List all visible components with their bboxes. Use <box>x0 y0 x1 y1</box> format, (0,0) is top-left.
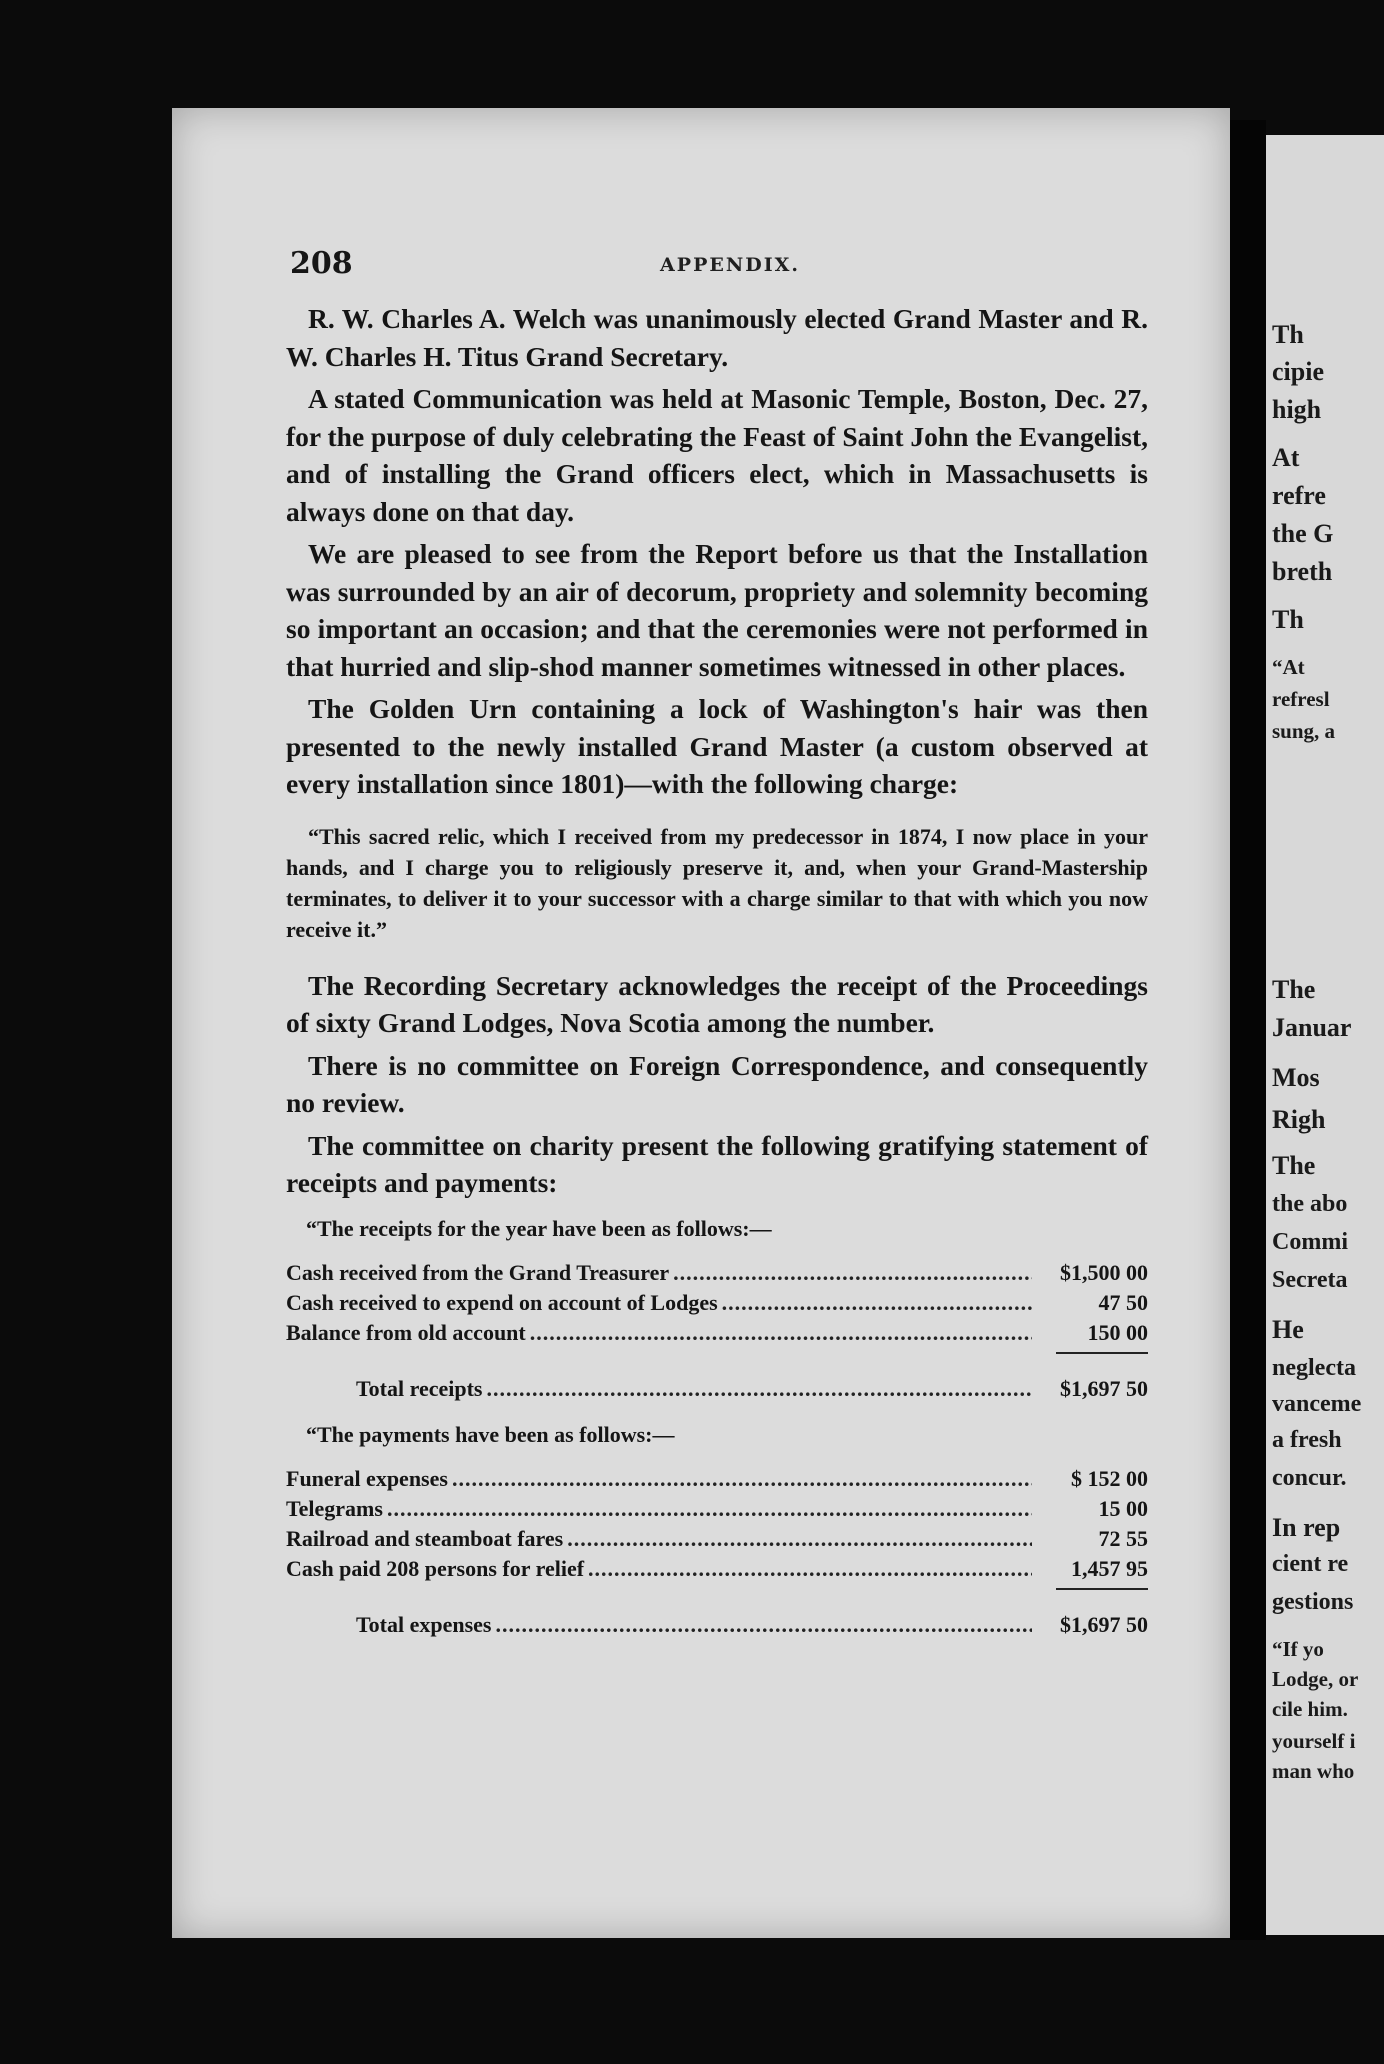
facing-page-text-fragment: man who <box>1272 1759 1355 1783</box>
paragraph: The committee on charity present the following gratifying statement of receipts and payments: <box>286 1129 1148 1198</box>
dot-leader <box>530 1318 1032 1348</box>
receipt-amount: $1,500 00 <box>1060 1259 1148 1285</box>
paragraph: The Recording Secretary acknowledges the receipt of the Proceedings of sixty Grand Lodges, Nova Scotia among the number. <box>286 969 1148 1038</box>
facing-page-text-fragment: yourself i <box>1272 1729 1356 1753</box>
facing-page-text-fragment: “At <box>1272 655 1305 679</box>
payment-label: Funeral expenses <box>286 1465 448 1491</box>
dot-leader <box>495 1610 1032 1640</box>
facing-page-text-fragment: The <box>1272 975 1316 1004</box>
facing-page-text-fragment: At <box>1272 443 1300 472</box>
page-header <box>290 246 1170 286</box>
payments-total-row <box>286 1610 1148 1640</box>
paragraph: There is no committee on Foreign Correspondence, and consequently no review. <box>286 1049 1148 1118</box>
payment-row <box>286 1494 1148 1524</box>
dot-leader <box>722 1288 1032 1318</box>
receipt-row <box>286 1258 1148 1288</box>
facing-page-text-fragment: Januar <box>1272 1013 1352 1042</box>
facing-page-text-fragment: cipie <box>1272 357 1324 386</box>
receipt-label: Balance from old account <box>286 1319 526 1345</box>
receipts-total-row <box>286 1374 1148 1404</box>
facing-page-text-fragment: cient re <box>1272 1551 1349 1577</box>
receipts-heading: “The receipts for the year have been as follows:— <box>306 1215 772 1241</box>
facing-page-text-fragment: high <box>1272 395 1322 424</box>
total-amount: $1,697 50 <box>1060 1375 1148 1401</box>
payment-label: Cash paid 208 persons for relief <box>286 1555 585 1581</box>
running-head: APPENDIX. <box>660 254 800 276</box>
facing-page-text-fragment: Mos <box>1272 1063 1320 1092</box>
payment-label: Telegrams <box>286 1495 383 1521</box>
quote-text: “This sacred relic, which I received from my predecessor in 1874, I now place in your hands, and I charge you to religiously preserve it, and, when your Grand-Mastership terminates, to deliver it to your successor with a charge similar to that with which you now receive it.” <box>286 823 1148 942</box>
payment-amount: 72 55 <box>1098 1525 1148 1551</box>
facing-page-text-fragment: the G <box>1272 519 1334 548</box>
facing-page-text-fragment: refresl <box>1272 687 1330 711</box>
total-label: Total receipts <box>356 1375 483 1401</box>
facing-page-text-fragment: breth <box>1272 557 1333 586</box>
dot-leader <box>567 1524 1032 1554</box>
facing-page-text-fragment: the abo <box>1272 1191 1348 1217</box>
payment-amount: $ 152 00 <box>1071 1465 1148 1491</box>
page-body <box>286 300 1148 1656</box>
payment-row <box>286 1554 1148 1584</box>
facing-page-text-fragment: vanceme <box>1272 1391 1362 1417</box>
facing-page-text-fragment: In rep <box>1272 1513 1341 1542</box>
paragraph: The Golden Urn containing a lock of Washington's hair was then presented to the newly installed Grand Master (a custom observed at every installation since 1801)—with the following charge: <box>286 693 1148 799</box>
payment-row <box>286 1524 1148 1554</box>
total-label: Total expenses <box>356 1611 492 1637</box>
receipt-label: Cash received from the Grand Treasurer <box>286 1259 670 1285</box>
sum-rule <box>1056 1588 1148 1590</box>
dot-leader <box>487 1374 1033 1404</box>
receipt-amount: 47 50 <box>1098 1289 1148 1315</box>
facing-page-text-fragment: gestions <box>1272 1589 1354 1615</box>
facing-page-text-fragment: Commi <box>1272 1229 1348 1255</box>
facing-page-text-fragment: Th <box>1272 320 1304 349</box>
paragraph: A stated Communication was held at Masonic Temple, Boston, Dec. 27, for the purpose of duly celebrating the Feast of Saint John the Evangelist, and of installing the Grand officers elect, which in Massachusetts is always done on that day. <box>286 383 1148 527</box>
facing-page-text-fragment: Secreta <box>1272 1267 1348 1293</box>
facing-page-text-fragment: The <box>1272 1151 1316 1180</box>
receipt-label: Cash received to expend on account of Lodges <box>286 1289 718 1315</box>
facing-page-text-fragment: Righ <box>1272 1105 1326 1134</box>
receipt-amount: 150 00 <box>1087 1319 1148 1345</box>
block-quote <box>286 821 1148 945</box>
total-amount: $1,697 50 <box>1060 1611 1148 1637</box>
payment-amount: 15 00 <box>1098 1495 1148 1521</box>
charity-statement <box>286 1214 1148 1640</box>
dot-leader <box>452 1464 1032 1494</box>
facing-page-text-fragment: refre <box>1272 481 1326 510</box>
facing-page-text-fragment: “If yo <box>1272 1637 1324 1661</box>
facing-page-fragment <box>1266 135 1384 1935</box>
facing-page-text-fragment: Th <box>1272 605 1304 634</box>
facing-page-text-fragment: a fresh <box>1272 1427 1342 1453</box>
facing-page-text-fragment: Lodge, or <box>1272 1667 1359 1691</box>
facing-page-text-fragment: He <box>1272 1315 1304 1344</box>
facing-page-text-fragment: concur. <box>1272 1465 1347 1491</box>
payment-amount: 1,457 95 <box>1071 1555 1148 1581</box>
dot-leader <box>588 1554 1032 1584</box>
dot-leader <box>673 1258 1032 1288</box>
receipt-row <box>286 1318 1148 1348</box>
receipt-row <box>286 1288 1148 1318</box>
payments-heading: “The payments have been as follows:— <box>306 1421 675 1447</box>
payment-label: Railroad and steamboat fares <box>286 1525 564 1551</box>
book-gutter <box>1230 120 1266 1940</box>
paragraph: R. W. Charles A. Welch was unanimously elected Grand Master and R. W. Charles H. Titus Grand Secretary. <box>286 303 1148 372</box>
facing-page-text-fragment: cile him. <box>1272 1697 1348 1721</box>
page-number: 208 <box>290 246 353 281</box>
facing-page-text-fragment: sung, a <box>1272 719 1336 743</box>
payment-row <box>286 1464 1148 1494</box>
book-page <box>172 108 1230 1938</box>
dot-leader <box>387 1494 1032 1524</box>
sum-rule <box>1056 1352 1148 1354</box>
paragraph: We are pleased to see from the Report before us that the Installation was surrounded by an air of decorum, propriety and solemnity becoming so important an occasion; and that the ceremonies were not performed in that hurried and slip-shod manner sometimes witnessed in other places. <box>286 538 1148 682</box>
facing-page-text-fragment: neglecta <box>1272 1355 1356 1381</box>
